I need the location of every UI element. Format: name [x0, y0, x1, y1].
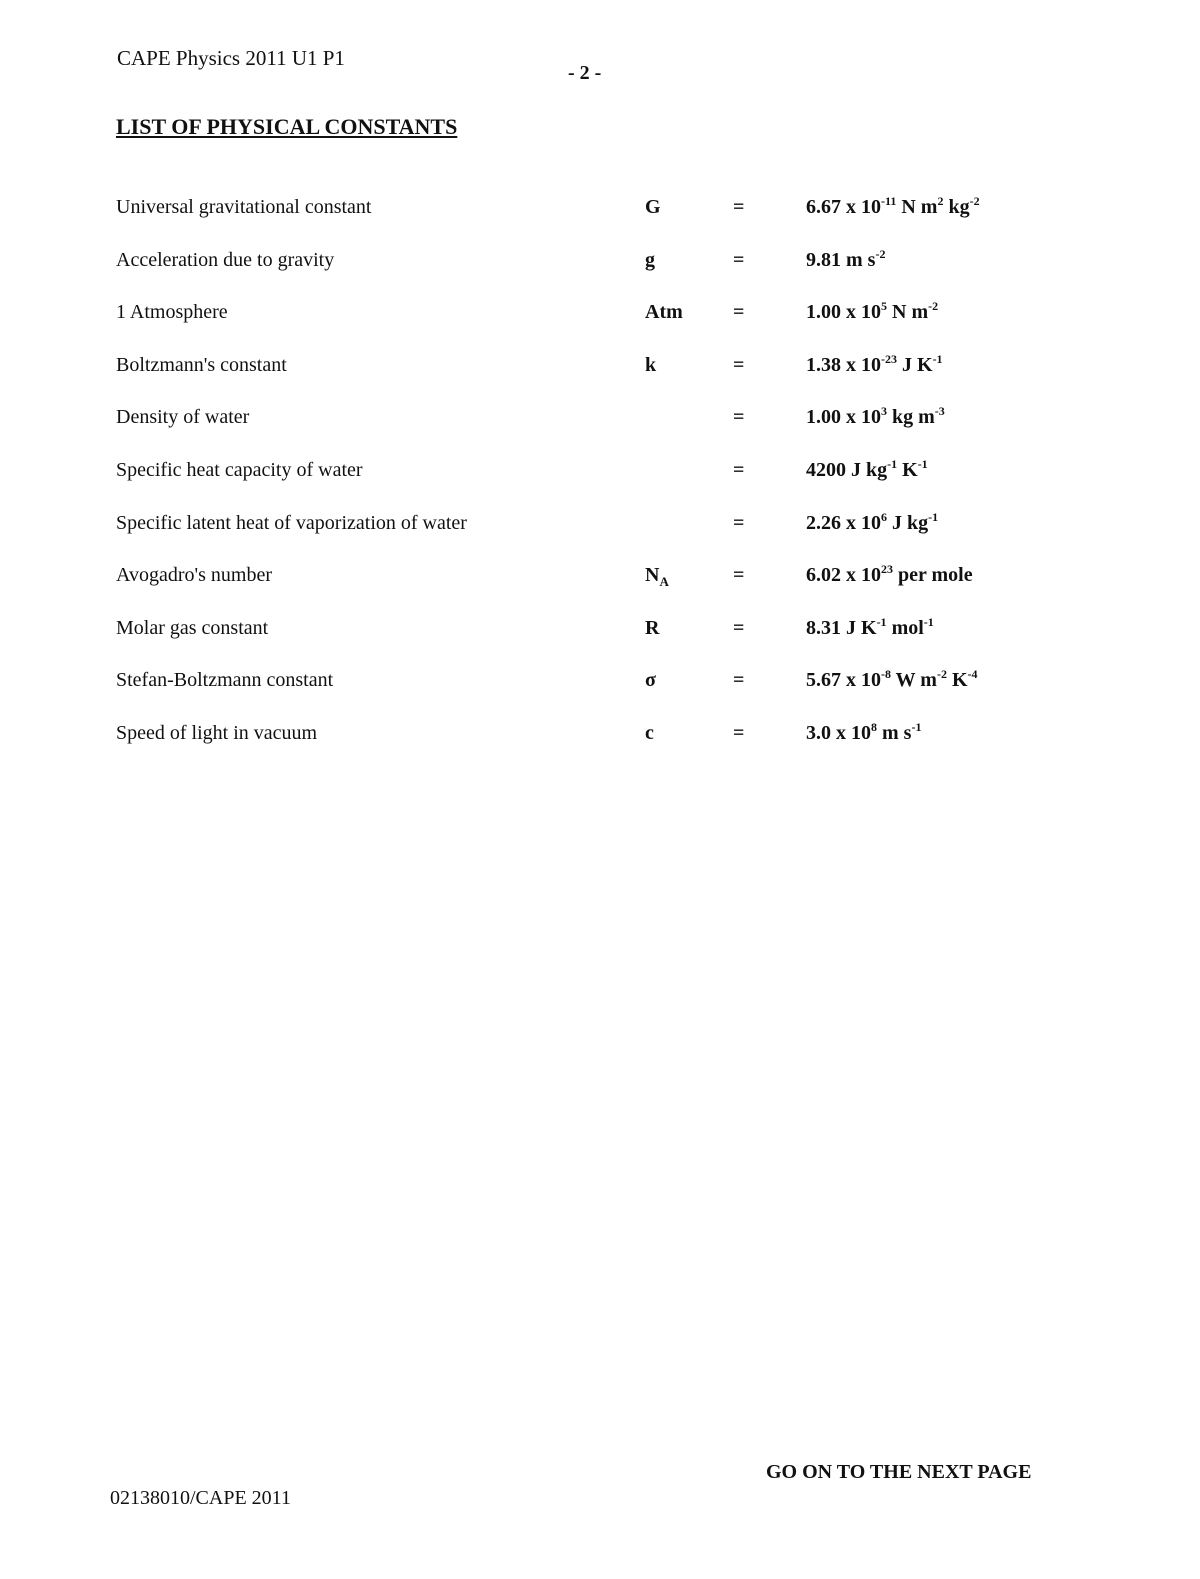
constant-symbol-letter: Atm	[645, 301, 683, 323]
constant-symbol-letter: σ	[645, 669, 656, 691]
next-page-instruction: GO ON TO THE NEXT PAGE	[766, 1461, 1032, 1483]
unit-exponent: -1	[932, 352, 943, 366]
value-exponent: 3	[881, 404, 887, 418]
constant-row	[0, 512, 1200, 542]
constant-row	[0, 669, 1200, 699]
value-unit: J kg	[892, 512, 929, 534]
value-unit: W m	[895, 669, 937, 691]
constant-row	[0, 301, 1200, 331]
constant-symbol	[645, 617, 659, 640]
value-unit: J K	[902, 354, 933, 376]
constant-row	[0, 354, 1200, 384]
constant-symbol-letter: k	[645, 354, 657, 376]
equals-sign: =	[733, 196, 745, 218]
value-mantissa: 3.0 x 10	[806, 722, 871, 744]
constant-name: Specific latent heat of vaporization of water	[116, 512, 467, 534]
constant-name: Universal gravitational constant	[116, 196, 372, 218]
constant-row	[0, 196, 1200, 226]
equals-sign: =	[733, 301, 745, 323]
equals-sign: =	[733, 617, 745, 639]
value-unit: per mole	[898, 564, 973, 586]
unit-exponent: -1	[917, 457, 928, 471]
unit-exponent: -2	[969, 194, 980, 208]
value-exponent: 5	[881, 299, 887, 313]
unit-exponent: -1	[923, 615, 934, 629]
unit-exponent: -3	[934, 404, 945, 418]
constant-value	[806, 301, 938, 324]
constant-symbol-letter: g	[645, 249, 655, 271]
constant-symbol	[645, 669, 656, 692]
constant-name: Stefan-Boltzmann constant	[116, 669, 334, 691]
constant-row	[0, 617, 1200, 647]
value-mantissa: 1.38 x 10	[806, 354, 881, 376]
constant-name: Avogadro's number	[116, 564, 272, 586]
constant-value	[806, 406, 945, 429]
equals-sign: =	[733, 722, 745, 744]
constant-name: 1 Atmosphere	[116, 301, 228, 323]
constant-value	[806, 722, 921, 745]
value-unit: kg	[943, 196, 970, 218]
equals-sign: =	[733, 669, 745, 691]
value-unit: mol	[891, 617, 924, 639]
constant-value	[806, 564, 973, 587]
value-mantissa: 6.02 x 10	[806, 564, 881, 586]
constant-value	[806, 512, 938, 535]
value-exponent: -1	[876, 615, 887, 629]
value-exponent: -11	[881, 194, 897, 208]
constant-name: Boltzmann's constant	[116, 354, 287, 376]
value-mantissa: 2.26 x 10	[806, 512, 881, 534]
unit-exponent: -2	[928, 299, 939, 313]
unit-exponent: -1	[911, 720, 922, 734]
equals-sign: =	[733, 406, 745, 428]
value-exponent: 8	[871, 720, 877, 734]
constant-name: Molar gas constant	[116, 617, 269, 639]
value-unit: kg m	[892, 406, 935, 428]
value-exponent: -23	[881, 352, 897, 366]
constant-value	[806, 617, 934, 640]
equals-sign: =	[733, 249, 745, 271]
value-unit: K	[946, 669, 968, 691]
constant-symbol	[645, 354, 656, 377]
value-exponent: 23	[881, 562, 893, 576]
constant-name: Speed of light in vacuum	[116, 722, 318, 744]
value-unit: m s	[882, 722, 912, 744]
constant-symbol	[645, 249, 655, 272]
value-mantissa: 9.81 m s	[806, 249, 876, 271]
constant-symbol-subscript: A	[659, 574, 669, 589]
equals-sign: =	[733, 459, 745, 481]
value-mantissa: 5.67 x 10	[806, 669, 881, 691]
constant-name: Acceleration due to gravity	[116, 249, 335, 271]
equals-sign: =	[733, 564, 745, 586]
paper-code: 02138010/CAPE 2011	[110, 1487, 291, 1509]
value-mantissa: 1.00 x 10	[806, 301, 881, 323]
value-mantissa: 8.31 J K	[806, 617, 877, 639]
value-mantissa: 4200 J kg	[806, 459, 888, 481]
value-mantissa: 1.00 x 10	[806, 406, 881, 428]
constant-row	[0, 406, 1200, 436]
unit-exponent: -4	[967, 667, 978, 681]
value-exponent: 6	[881, 510, 887, 524]
constant-symbol-letter: N	[645, 564, 660, 586]
constant-row	[0, 459, 1200, 489]
unit-exponent: 2	[937, 194, 944, 208]
constant-row	[0, 249, 1200, 279]
unit-exponent: -1	[928, 510, 939, 524]
exam-label: CAPE Physics 2011 U1 P1	[117, 46, 345, 70]
constant-symbol-letter: R	[645, 617, 660, 639]
constant-value	[806, 459, 928, 482]
constant-row	[0, 722, 1200, 752]
equals-sign: =	[733, 354, 745, 376]
value-exponent: -8	[881, 667, 891, 681]
constant-symbol-letter: c	[645, 722, 654, 744]
constant-value	[806, 354, 943, 377]
constant-symbol	[645, 196, 661, 219]
value-exponent: -1	[887, 457, 898, 471]
value-unit: N m	[901, 196, 938, 218]
constant-value	[806, 669, 978, 692]
page-number: - 2 -	[568, 62, 602, 84]
unit-exponent: -2	[936, 667, 947, 681]
constant-value	[806, 196, 980, 219]
constant-symbol	[645, 564, 669, 590]
constant-symbol	[645, 301, 683, 324]
value-mantissa: 6.67 x 10	[806, 196, 881, 218]
constant-symbol	[645, 722, 654, 745]
constant-symbol-letter: G	[645, 196, 661, 218]
constant-value	[806, 249, 885, 272]
constant-name: Density of water	[116, 406, 250, 428]
constant-row	[0, 564, 1200, 594]
equals-sign: =	[733, 512, 745, 534]
value-unit: K	[902, 459, 918, 481]
value-exponent: -2	[875, 247, 886, 261]
page-title: LIST OF PHYSICAL CONSTANTS	[116, 114, 458, 139]
constant-name: Specific heat capacity of water	[116, 459, 363, 481]
value-unit: N m	[892, 301, 929, 323]
